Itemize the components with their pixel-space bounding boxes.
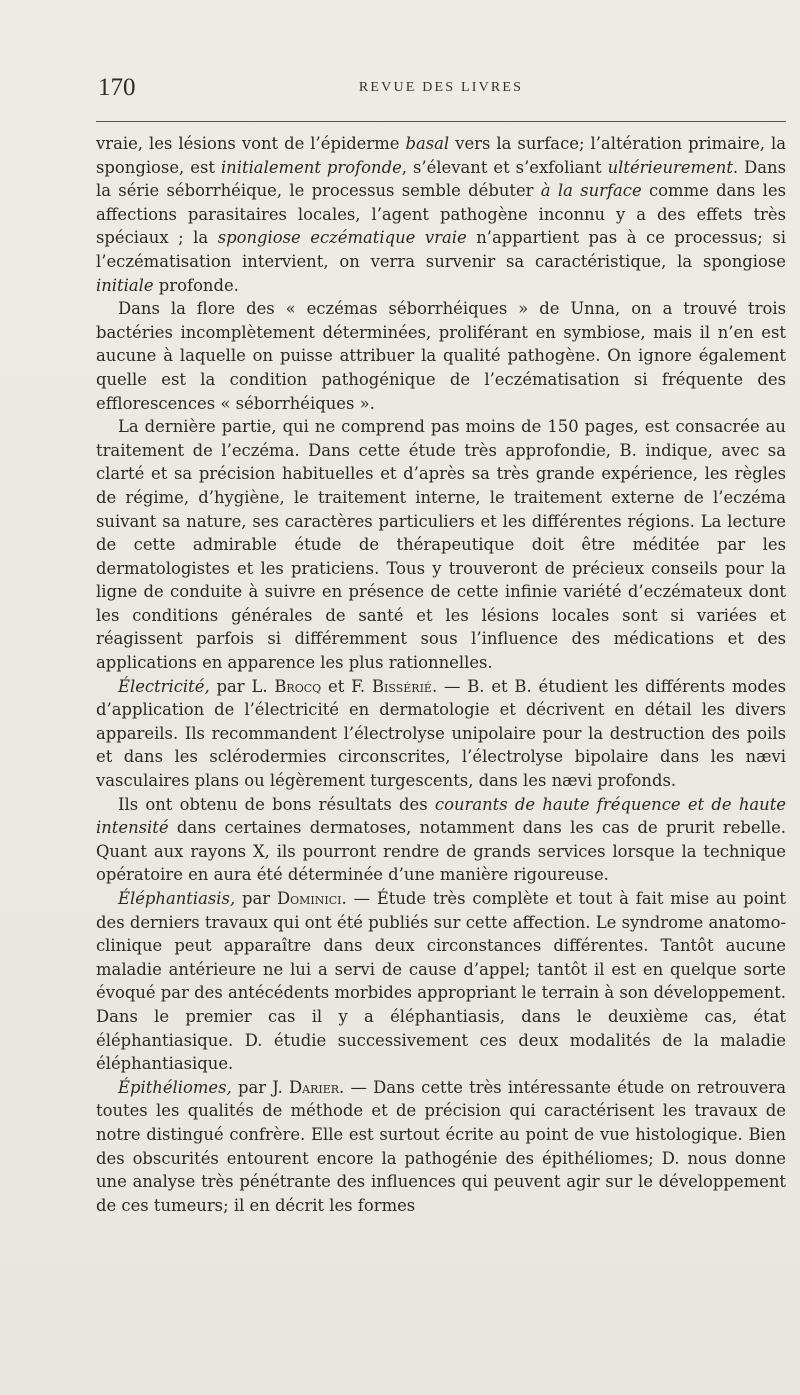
author-name: Brocq <box>274 676 322 696</box>
author-name: Dominici <box>277 889 342 908</box>
paragraph-treatment: La dernière partie, qui ne comprend pas moins de 150 pages, est consacrée au traitement de l’eczéma. Dans cette étude très approfondie, B. indique, avec sa clarté et sa précision habituelles et d’après sa très grande expérience, les règles de régime, d’hygiène, le traitement interne, le traitement externe de l’eczéma suivant sa nature, ses caractères particuliers et les différentes régions. La lecture de cette admirable étude de thérapeutique doit être méditée par les dermatologistes et les praticiens. Tous y trouveront de précieux conseils pour la ligne de conduite à suivre en présence de cette infinie variété d’eczémateux dont les conditions générales de santé et les lésions locales sont si variées et réagissent parfois si différemment sous l’influence des médications et des applications en apparence les plus rationnelles. <box>96 417 786 673</box>
author-name: Bissérié <box>371 676 432 696</box>
body-text <box>96 132 786 1217</box>
paragraph-continuation: vraie, les lésions vont de l’épiderme basal vers la surface; l’altération primaire, la spongiose, est initialement profonde, s’élevant et s’exfoliant ultérieurement. Dans la série séborrhéique, le processus semble débuter à la surface comme dans les affections parasitaires locales, l’agent pathogène inconnu y a des effets très spéciaux ; la spongiose eczématique vraie n’appartient pas à ce processus; si l’eczématisation intervient, on verra survenir sa caractéristique, la spongiose initiale profonde. <box>96 134 787 295</box>
page-number: 170 <box>98 74 136 101</box>
running-head: REVUE DES LIVRES <box>358 80 524 95</box>
paragraph-epitheliomes: Épithéliomes, par J. Darier. — Dans cette très intéressante étude on retrouvera toutes les qualités de méthode et de précision qui caractérisent les travaux de notre distingué confrère. Elle est surtout écrite au point de vue histologique. Bien des obscurités entourent encore la pathogénie des épithéliomes; D. nous donne une analyse très pénétrante des influences qui peuvent agir sur le développement de ces tumeurs; il en décrit les formes <box>96 1077 786 1215</box>
paragraph-high-frequency: Ils ont obtenu de bons résultats des courants de haute fréquence et de haute intensité dans certaines dermatoses, notamment dans les cas de prurit rebelle. Quant aux rayons X, ils pourront rendre de grands services lorsque la technique opératoire en aura été déterminée d’une manière rigoureuse. <box>96 794 786 885</box>
paragraph-electricite: Électricité, par L. Brocq et F. Bissérié. — B. et B. étudient les différents modes d’application de l’électricité en dermatologie et décrivent en détail les divers appareils. Ils recommandent l’électrolyse unipolaire pour la destruction des poils et dans les sclérodermies circonscrites, l’électrolyse bipolaire dans les nævi vasculaires plans ou légèrement turgescents, dans les nævi profonds. <box>96 676 786 791</box>
paragraph-seborrheic-flora: Dans la flore des « eczémas séborrhéiques » de Unna, on a trouvé trois bactéries incomplètement déterminées, proliférant en symbiose, mais il n’en est aucune à laquelle on puisse attribuer la qualité pathogène. On ignore également quelle est la condition pathogénique de l’eczématisation si fréquente des efflorescences « séborrhéiques ». <box>96 299 786 413</box>
author-name: Darier <box>289 1077 340 1097</box>
section-title-electricite: Électricité, <box>118 676 210 696</box>
page-header <box>96 74 786 104</box>
section-title-epitheliomes: Épithéliomes, <box>118 1077 232 1097</box>
header-rule <box>96 121 786 122</box>
section-title-elephantiasis: Éléphantiasis, <box>118 889 236 908</box>
paragraph-elephantiasis: Éléphantiasis, par Dominici. — Étude très complète et tout à fait mise au point des derniers travaux qui ont été publiés sur cette affection. Le syndrome anatomo-clinique peut apparaître dans deux circonstances différentes. Tantôt aucune maladie antérieure ne lui a servi de cause d’appel; tantôt il est en quelque sorte évoqué par des antécédents morbides appropriant le terrain à son développement. Dans le premier cas il y a éléphantiasis, dans le deuxième cas, état éléphantiasique. D. étudie successivement ces deux modalités de la maladie éléphantiasique. <box>96 889 786 1074</box>
